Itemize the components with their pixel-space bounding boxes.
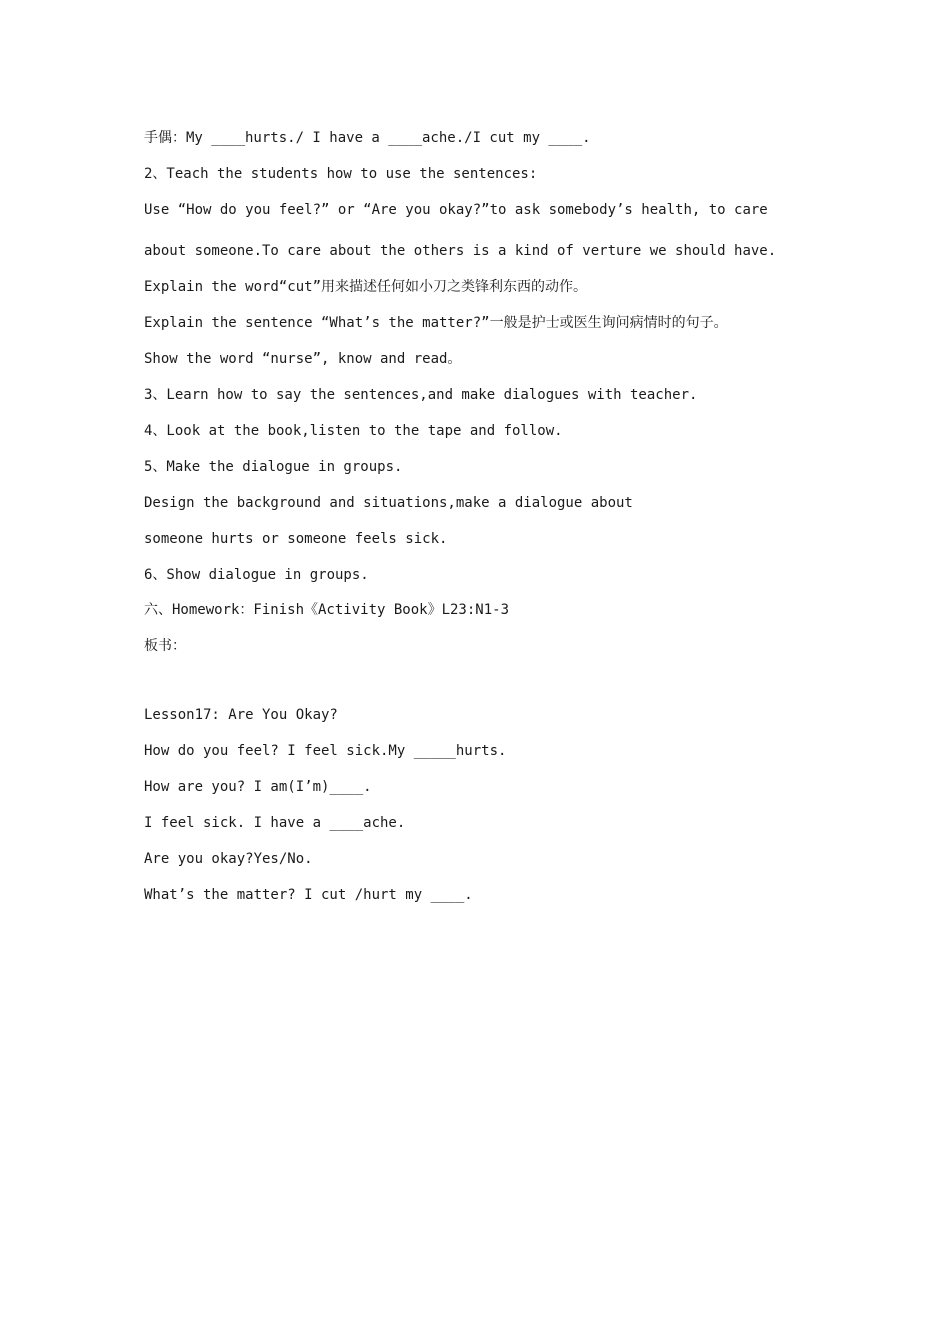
text-line-step-2: 2、Teach the students how to use the sentences: [144,166,538,182]
text-line-puppet: 手偶：My ____hurts./ I have a ____ache./I cut my ____. [144,130,591,146]
text-line-explain-cut: Explain the word“cut”用来描述任何如小刀之类锋利东西的动作。 [144,279,588,295]
text-line-care: about someone.To care about the others is a kind of verture we should have. [144,243,777,259]
text-line-board-4: Are you okay?Yes/No. [144,851,313,867]
text-line-step-4: 4、Look at the book,listen to the tape and follow. [144,423,563,439]
text-line-explain-matter: Explain the sentence “What’s the matter?”一般是护士或医生询问病情时的句子。 [144,315,728,331]
text-line-design: Design the background and situations,make a dialogue about [144,495,633,511]
text-line-homework: 六、Homework：Finish《Activity Book》L23:N1-3 [144,602,510,618]
text-line-use-phrases: Use “How do you feel?” or “Are you okay?”to ask somebody’s health, to care [144,202,768,218]
text-line-step-5: 5、Make the dialogue in groups. [144,459,403,475]
text-line-board-1: How do you feel? I feel sick.My _____hurts. [144,743,507,759]
text-line-lesson-title: Lesson17: Are You Okay? [144,707,338,723]
text-line-board-3: I feel sick. I have a ____ache. [144,815,406,831]
text-line-board-5: What’s the matter? I cut /hurt my ____. [144,887,473,903]
text-line-nurse: Show the word “nurse”, know and read。 [144,351,462,367]
text-line-someone: someone hurts or someone feels sick. [144,531,448,547]
text-line-step-6: 6、Show dialogue in groups. [144,567,369,583]
text-line-board-2: How are you? I am(I’m)____. [144,779,372,795]
text-line-step-3: 3、Learn how to say the sentences,and make dialogues with teacher. [144,387,698,403]
text-line-board-heading: 板书： [144,638,186,654]
